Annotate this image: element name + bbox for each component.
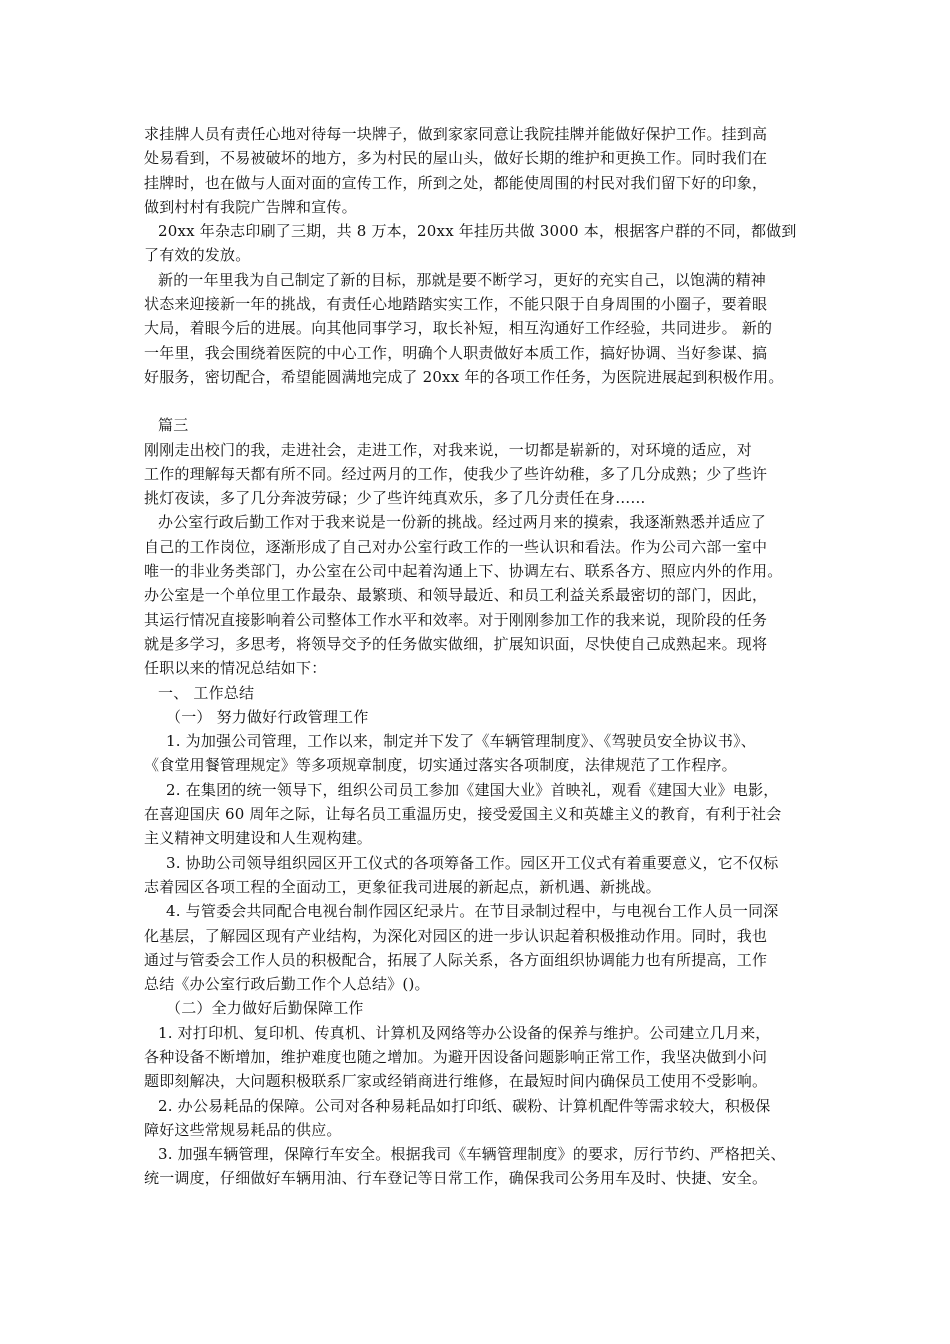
- list-item-line: 《食堂用餐管理规定》等多项规章制度，切实通过落实各项制度，法律规范了工作程序。: [144, 756, 737, 775]
- paragraph-line: 挂牌时，也在做与人面对面的宣传工作，所到之处，都能使周围的村民对我们留下好的印象，: [144, 173, 768, 192]
- list-item-line: 4. 与管委会共同配合电视台制作园区纪录片。在节目录制过程中，与电视台工作人员一同深: [166, 902, 779, 921]
- list-item-line: 志着园区各项工程的全面动工，更象征我司进展的新起点，新机遇、新挑战。: [144, 877, 661, 896]
- section-gap: [144, 389, 820, 413]
- paragraph-line: 状态来迎接新一年的挑战，有责任心地踏踏实实工作，不能只限于自身周围的小圈子，要着眼: [144, 295, 768, 314]
- subsection-heading: （一） 努力做好行政管理工作: [166, 707, 369, 726]
- list-item-line: 统一调度，仔细做好车辆用油、行车登记等日常工作，确保我司公务用车及时、快捷、安全。: [144, 1169, 768, 1188]
- paragraph-line: 自己的工作岗位，逐渐形成了自己对办公室行政工作的一些认识和看法。作为公司六部一室中: [144, 537, 768, 556]
- paragraph-line: 就是多学习，多思考，将领导交予的任务做实做细，扩展知识面，尽快使自己成熟起来。现将: [144, 634, 768, 653]
- paragraph-line: 大局，着眼今后的进展。向其他同事学习，取长补短，相互沟通好工作经验，共同进步。 新的: [144, 319, 773, 338]
- list-item-line: 化基层，了解园区现有产业结构，为深化对园区的进一步认识起着积极推动作用。同时，我也: [144, 926, 768, 945]
- list-item-line: 主义精神文明建设和人生观构建。: [144, 829, 373, 848]
- list-item-line: 障好这些常规易耗品的供应。: [144, 1120, 342, 1139]
- paragraph-line: 求挂牌人员有责任心地对待每一块牌子，做到家家同意让我院挂牌并能做好保护工作。挂到高: [144, 125, 768, 143]
- list-item-line: 1. 对打印机、复印机、传真机、计算机及网络等办公设备的保养与维护。公司建立几月来，: [158, 1023, 771, 1042]
- paragraph-line: 任职以来的情况总结如下：: [144, 659, 327, 678]
- list-item-line: 各种设备不断增加，维护难度也随之增加。为避开因设备问题影响正常工作，我坚决做到小问: [144, 1047, 768, 1066]
- list-item-line: 2. 办公易耗品的保障。公司对各种易耗品如打印纸、碳粉、计算机配件等需求较大，积极保: [158, 1096, 771, 1115]
- section-heading: 篇三: [158, 416, 189, 435]
- paragraph-line: 了有效的发放。: [144, 246, 251, 265]
- list-item-line: 1. 为加强公司管理，工作以来，制定并下发了《车辆管理制度》、《驾驶员安全协议书》、: [166, 732, 756, 751]
- paragraph-line: 刚刚走出校门的我，走进社会，走进工作，对我来说，一切都是崭新的，对环境的适应，对: [144, 440, 753, 459]
- paragraph-line: 做到村村有我院广告牌和宣传。: [144, 197, 357, 216]
- paragraph-line: 处易看到，不易被破坏的地方，多为村民的屋山头，做好长期的维护和更换工作。同时我们在: [144, 149, 768, 168]
- list-item-line: 3. 加强车辆管理，保障行车安全。根据我司《车辆管理制度》的要求，厉行节约、严格把关、: [158, 1145, 786, 1164]
- list-item-line: 2. 在集团的统一领导下，组织公司员工参加《建国大业》首映礼，观看《建国大业》电影，: [166, 780, 779, 799]
- list-item-line: 总结《办公室行政后勤工作个人总结》()。: [144, 975, 430, 994]
- subsection-heading: （二）全力做好后勤保障工作: [166, 999, 364, 1018]
- paragraph-line: 唯一的非业务类部门，办公室在公司中起着沟通上下、协调左右、联系各方、照应内外的作用。: [144, 562, 783, 581]
- paragraph-line: 工作的理解每天都有所不同。经过两月的工作，使我少了些许幼稚，多了几分成熟；少了些许: [144, 464, 768, 483]
- paragraph-line: 挑灯夜读，多了几分奔波劳碌；少了些许纯真欢乐，多了几分责任在身……: [144, 489, 646, 508]
- document-page: [144, 122, 820, 1191]
- paragraph-line: 办公室是一个单位里工作最杂、最繁琐、和领导最近、和员工利益关系最密切的部门，因此，: [144, 586, 768, 605]
- paragraph-line: 20xx 年杂志印刷了三期，共 8 万本，20xx 年挂历共做 3000 本，根据客户群的不同，都做到: [158, 222, 797, 241]
- list-item-line: 通过与管委会工作人员的积极配合，拓展了人际关系，各方面组织协调能力也有所提高，工作: [144, 950, 768, 969]
- paragraph-line: 其运行情况直接影响着公司整体工作水平和效率。对于刚刚参加工作的我来说，现阶段的任务: [144, 610, 768, 629]
- section-heading: 一、 工作总结: [158, 683, 255, 702]
- list-item-line: 在喜迎国庆 60 周年之际，让每名员工重温历史，接受爱国主义和英雄主义的教育，有利于社会: [144, 805, 782, 824]
- paragraph-line: 新的一年里我为自己制定了新的目标，那就是要不断学习，更好的充实自己，以饱满的精神: [158, 270, 767, 289]
- paragraph-line: 好服务，密切配合，希望能圆满地完成了 20xx 年的各项工作任务，为医院进展起到积极作用。: [144, 367, 784, 386]
- list-item-line: 3. 协助公司领导组织园区开工仪式的各项筹备工作。园区开工仪式有着重要意义，它不仅标: [166, 853, 779, 872]
- paragraph-line: 办公室行政后勤工作对于我来说是一份新的挑战。经过两月来的摸索，我逐渐熟悉并适应了: [158, 513, 767, 532]
- list-item-line: 题即刻解决，大问题积极联系厂家或经销商进行维修，在最短时间内确保员工使用不受影响。: [144, 1072, 768, 1091]
- paragraph-line: 一年里，我会围绕着医院的中心工作，明确个人职责做好本质工作，搞好协调、当好参谋、搞: [144, 343, 768, 362]
